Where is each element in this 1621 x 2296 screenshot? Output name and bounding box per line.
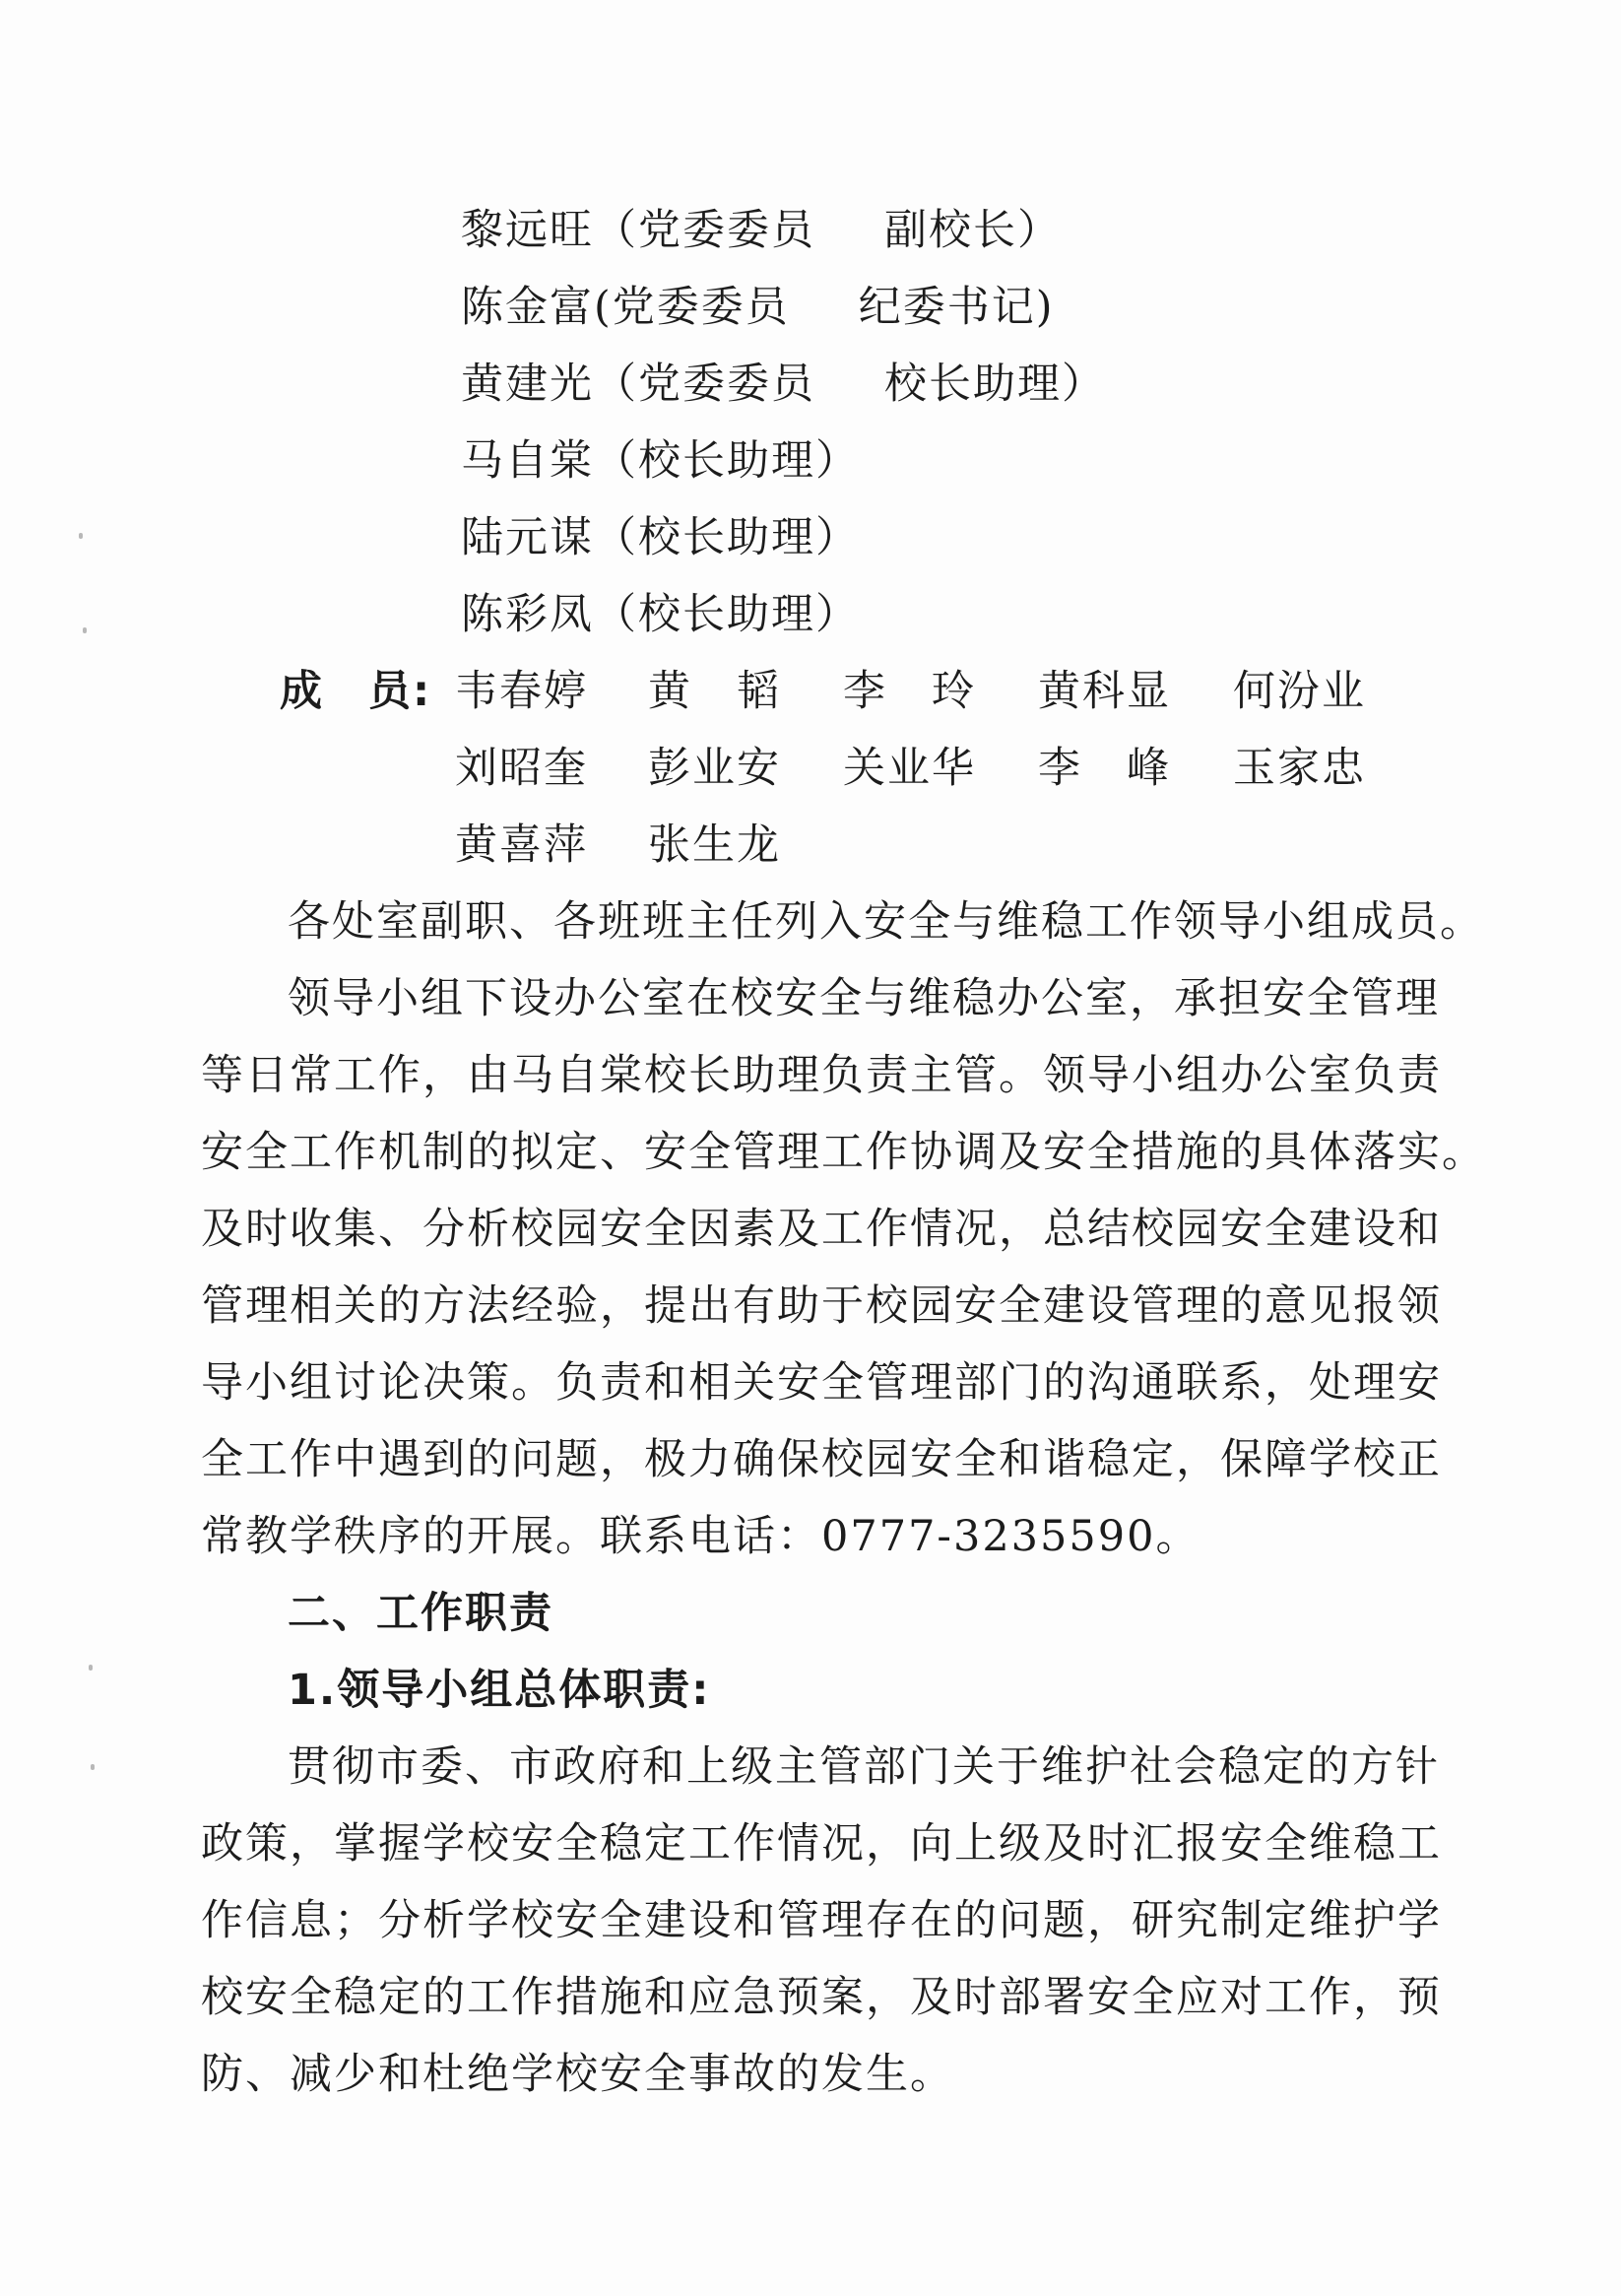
- leader-open-paren: (: [594, 283, 613, 332]
- member-name: 刘昭奎: [455, 744, 588, 793]
- paragraph-line: 校安全稳定的工作措施和应急预案，及时部署安全应对工作，预: [201, 1973, 1442, 2022]
- leader-role: 校长助理: [638, 436, 815, 486]
- scan-speck: [79, 533, 83, 539]
- member-name: 李 峰: [1038, 744, 1171, 793]
- leader-name: 马自棠: [461, 436, 594, 486]
- paragraph-line: 防、减少和杜绝学校安全事故的发生。: [201, 2050, 954, 2099]
- leader-name: 陈彩凤: [461, 590, 594, 639]
- leader-close-paren: ）: [815, 513, 860, 562]
- leader-line: [461, 355, 1106, 414]
- scan-speck: [91, 1764, 95, 1770]
- paragraph-line: 贯彻市委、市政府和上级主管部门关于维护社会稳定的方针: [288, 1742, 1440, 1792]
- member-name: 张生龙: [648, 820, 781, 870]
- subsection-heading: 1.领导小组总体职责:: [288, 1666, 711, 1715]
- leader-close-paren: ）: [1017, 206, 1062, 255]
- leader-name: 黄建光: [461, 360, 594, 409]
- leader-name: 陆元谋: [461, 513, 594, 562]
- paragraph-line: 安全工作机制的拟定、安全管理工作协调及安全措施的具体落实。: [201, 1128, 1486, 1177]
- leader-role: 校长助理: [884, 360, 1062, 409]
- scan-speck: [83, 627, 87, 633]
- leader-role: 校长助理: [638, 590, 815, 639]
- paragraph-line: 各处室副职、各班班主任列入安全与维稳工作领导小组成员。: [288, 897, 1484, 947]
- member-name: 彭业安: [648, 744, 781, 793]
- member-name: 玉家忠: [1233, 744, 1366, 793]
- leader-role: 党委委员: [612, 283, 790, 332]
- leader-line: [461, 585, 860, 644]
- leader-close-paren: ）: [815, 436, 860, 486]
- member-name: 黄科显: [1038, 667, 1171, 716]
- leader-close-paren: ）: [1062, 360, 1106, 409]
- leader-role: 校长助理: [638, 513, 815, 562]
- leader-role: 纪委书记: [858, 283, 1036, 332]
- leader-line: [461, 431, 860, 491]
- paragraph-line: 管理相关的方法经验，提出有助于校园安全建设管理的意见报领: [201, 1281, 1442, 1331]
- leader-line: [461, 201, 1062, 260]
- member-name: 黄 韬: [648, 667, 781, 716]
- scan-speck: [89, 1665, 93, 1671]
- leader-open-paren: （: [594, 206, 638, 255]
- leader-line: [461, 278, 1055, 337]
- paragraph-line: 及时收集、分析校园安全因素及工作情况，总结校园安全建设和: [201, 1205, 1442, 1254]
- leader-role: 党委委员: [638, 360, 815, 409]
- paragraph-line: 作信息；分析学校安全建设和管理存在的问题，研究制定维护学: [201, 1896, 1442, 1945]
- leader-open-paren: （: [594, 436, 638, 486]
- leader-open-paren: （: [594, 360, 638, 409]
- leader-role: 党委委员: [638, 206, 815, 255]
- leader-line: [461, 508, 860, 567]
- members-label: 成 员:: [280, 667, 432, 716]
- leader-open-paren: （: [594, 513, 638, 562]
- paragraph-line: 等日常工作，由马自棠校长助理负责主管。领导小组办公室负责: [201, 1051, 1442, 1100]
- paragraph-line: 领导小组下设办公室在校安全与维稳办公室，承担安全管理: [288, 974, 1440, 1023]
- section-heading: 二、工作职责: [288, 1589, 553, 1638]
- leader-close-paren: ): [1035, 283, 1055, 332]
- leader-open-paren: （: [594, 590, 638, 639]
- member-name: 关业华: [843, 744, 976, 793]
- paragraph-line: 导小组讨论决策。负责和相关安全管理部门的沟通联系，处理安: [201, 1358, 1442, 1408]
- paragraph-line: 常教学秩序的开展。联系电话：0777-3235590。: [201, 1512, 1200, 1561]
- leader-name: 陈金富: [461, 283, 594, 332]
- paragraph-line: 全工作中遇到的问题，极力确保校园安全和谐稳定，保障学校正: [201, 1435, 1442, 1484]
- paragraph-line: 政策，掌握学校安全稳定工作情况，向上级及时汇报安全维稳工: [201, 1819, 1442, 1869]
- leader-name: 黎远旺: [461, 206, 594, 255]
- leader-role: 副校长: [884, 206, 1017, 255]
- member-name: 黄喜萍: [455, 820, 588, 870]
- member-name: 韦春婷: [455, 667, 588, 716]
- leader-close-paren: ）: [815, 590, 860, 639]
- member-name: 李 玲: [843, 667, 976, 716]
- member-name: 何汾业: [1233, 667, 1366, 716]
